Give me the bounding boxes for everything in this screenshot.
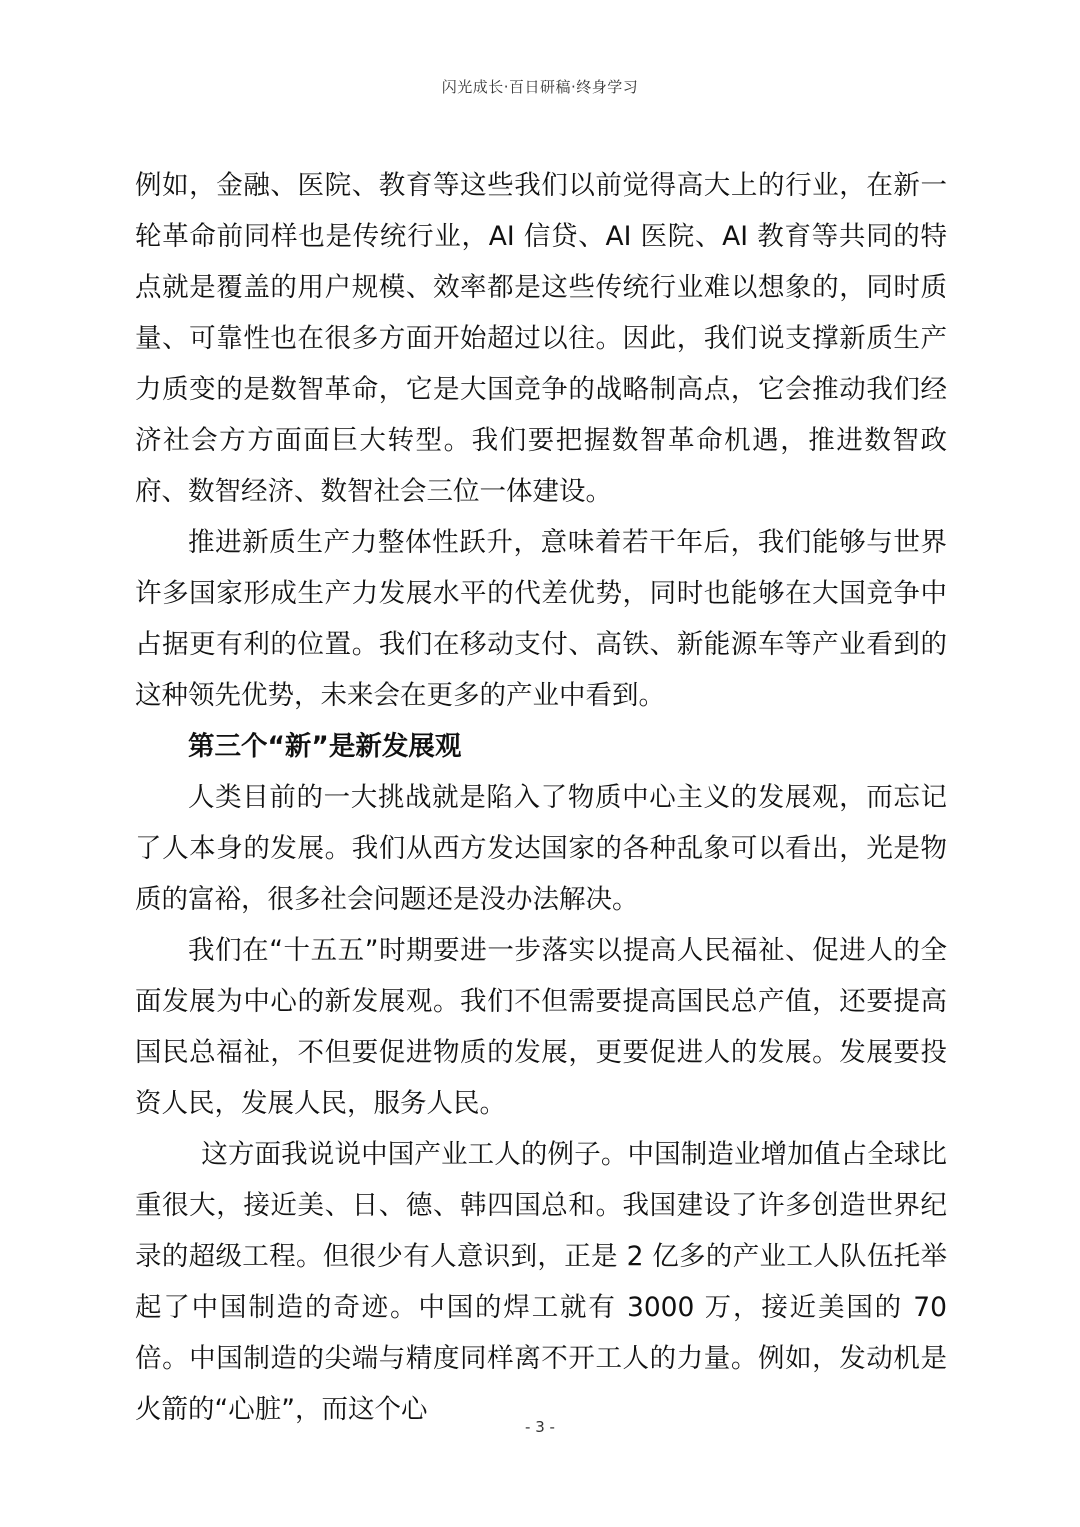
paragraph-industrial-workers: 这方面我说说中国产业工人的例子。中国制造业增加值占全球比重很大，接近美、日、德、韩四国总和。我国建设了许多创造世界纪录的超级工程。但很少有人意识到，正是 2 亿多的产业工人队伍托举起了中国制造的奇迹。中国的焊工就有 3000 万，接近美国的 70 倍。中国制造的尖端与精度同样离不开工人的力量。例如，发动机是火箭的“心脏”，而这个心	[135, 1139, 947, 1425]
paragraph-digital-revolution: 例如，金融、医院、教育等这些我们以前觉得高大上的行业，在新一轮革命前同样也是传统行业，AI 信贷、AI 医院、AI 教育等共同的特点就是覆盖的用户规模、效率都是这些传统行业难以想象的，同时质量、可靠性也在很多方面开始超过以往。因此，我们说支撑新质生产力质变的是数智革命，它是大国竞争的战略制高点，它会推动我们经济社会方方面面巨大转型。我们要把握数智革命机遇，推进数智政府、数智经济、数智社会三位一体建设。	[135, 170, 947, 507]
running-header: 闪光成长·百日研稿·终身学习	[441, 78, 639, 96]
paragraph-development-view: 人类目前的一大挑战就是陷入了物质中心主义的发展观，而忘记了人本身的发展。我们从西方发达国家的各种乱象可以看出，光是物质的富裕，很多社会问题还是没办法解决。	[135, 782, 947, 915]
paragraph-fifteenth-plan: 我们在“十五五”时期要进一步落实以提高人民福祉、促进人的全面发展为中心的新发展观。我们不但需要提高国民总产值，还要提高国民总福祉，不但要促进物质的发展，更要促进人的发展。发展要投资人民，发展人民，服务人民。	[135, 935, 947, 1119]
paragraph-productivity-leap: 推进新质生产力整体性跃升，意味着若干年后，我们能够与世界许多国家形成生产力发展水平的代差优势，同时也能够在大国竞争中占据更有利的位置。我们在移动支付、高铁、新能源车等产业看到的这种领先优势，未来会在更多的产业中看到。	[135, 527, 947, 711]
page-number: - 3 -	[525, 1418, 555, 1436]
body-text	[135, 160, 947, 1435]
section-heading: 第三个“新”是新发展观	[188, 731, 462, 762]
